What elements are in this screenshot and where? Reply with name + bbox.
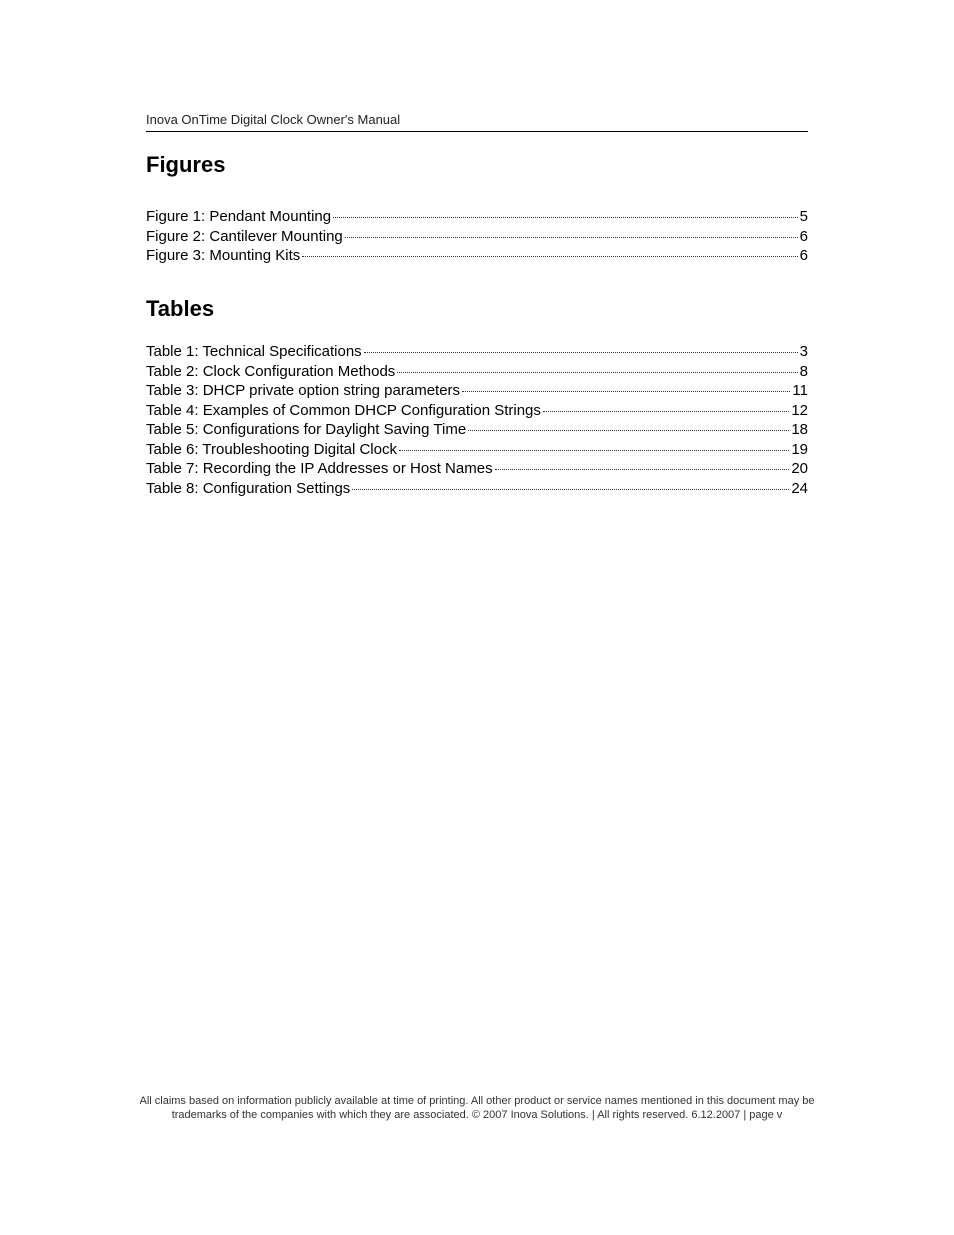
toc-entry-figure-1[interactable] — [146, 207, 808, 227]
toc-entry-figure-3[interactable] — [146, 246, 808, 266]
dot-leader — [345, 237, 798, 238]
dot-leader — [352, 489, 789, 490]
footer-line-2: trademarks of the companies with which they are associated. © 2007 Inova Solutions. | All rights reserved. 6.12.2007 | page v — [171, 1109, 783, 1121]
toc-entry-label: Table 8: Configuration Settings — [146, 479, 351, 497]
toc-entry-label: Table 6: Troubleshooting Digital Clock — [146, 440, 397, 458]
toc-entry-label: Figure 2: Cantilever Mounting — [146, 227, 343, 245]
tables-heading: Tables — [146, 296, 215, 321]
toc-entry-table-2[interactable] — [146, 362, 808, 382]
toc-entry-page: 12 — [791, 401, 808, 419]
toc-entry-page: 3 — [799, 343, 808, 360]
toc-entry-page: 6 — [799, 247, 808, 264]
toc-entry-label: Table 5: Configurations for Daylight Saving Time — [146, 421, 467, 438]
dot-leader — [302, 256, 797, 257]
tables-list — [146, 342, 808, 498]
toc-entry-table-5[interactable] — [146, 420, 808, 440]
toc-entry-page: 19 — [791, 440, 808, 458]
toc-entry-page: 20 — [791, 460, 808, 477]
dot-leader — [495, 469, 790, 470]
dot-leader — [543, 411, 789, 412]
toc-entry-page: 6 — [799, 227, 808, 245]
toc-entry-table-8[interactable] — [146, 479, 808, 499]
figures-heading: Figures — [146, 152, 226, 177]
toc-entry-page: 18 — [791, 421, 808, 438]
dot-leader — [399, 450, 789, 451]
dot-leader — [333, 217, 798, 218]
footer-line-1: All claims based on information publicly available at time of printing. All other product or service names mentioned in this document may be — [139, 1095, 815, 1107]
toc-entry-figure-2[interactable] — [146, 227, 808, 247]
toc-entry-label: Table 3: DHCP private option string parameters — [146, 382, 461, 399]
toc-entry-label: Table 1: Technical Specifications — [146, 343, 362, 360]
dot-leader — [397, 372, 797, 373]
dot-leader — [462, 391, 790, 392]
toc-entry-label: Table 2: Clock Configuration Methods — [146, 362, 396, 380]
dot-leader — [364, 352, 798, 353]
toc-entry-label: Figure 3: Mounting Kits — [146, 247, 301, 264]
toc-entry-table-7[interactable] — [146, 459, 808, 479]
toc-entry-table-6[interactable] — [146, 440, 808, 460]
running-header: Inova OnTime Digital Clock Owner's Manual — [146, 111, 808, 132]
toc-entry-page: 5 — [799, 208, 808, 225]
toc-entry-page: 8 — [799, 362, 808, 380]
toc-entry-page: 11 — [792, 382, 808, 399]
toc-entry-label: Table 7: Recording the IP Addresses or Host Names — [146, 460, 493, 477]
toc-entry-label: Table 4: Examples of Common DHCP Configuration Strings — [146, 401, 541, 419]
dot-leader — [468, 430, 789, 431]
toc-entry-table-4[interactable] — [146, 401, 808, 421]
toc-entry-table-1[interactable] — [146, 342, 808, 362]
figures-list — [146, 207, 808, 266]
page-footer — [120, 1094, 834, 1122]
toc-entry-page: 24 — [791, 479, 808, 497]
toc-entry-label: Figure 1: Pendant Mounting — [146, 208, 332, 225]
toc-entry-table-3[interactable] — [146, 381, 808, 401]
